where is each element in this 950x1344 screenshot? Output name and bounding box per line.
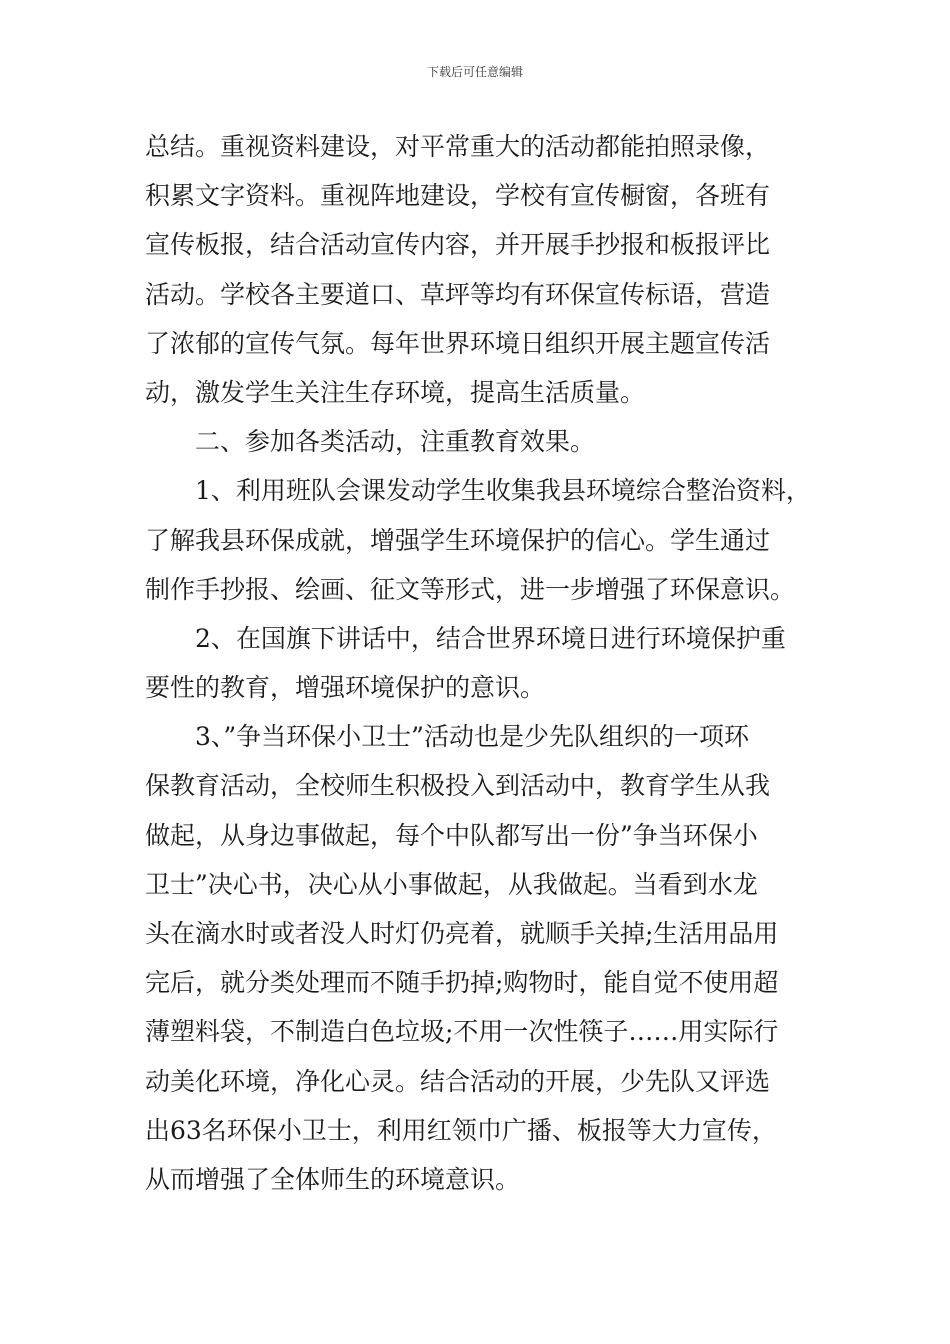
text-line: 卫士”决心书，决心从小事做起，从我做起。当看到水龙: [145, 869, 758, 899]
text-line: 头在滴水时或者没人时灯仍亮着，就顺手关掉;生活用品用: [145, 919, 779, 948]
document-body: [145, 122, 810, 1204]
section-heading: 二、参加各类活动，注重教育效果。: [195, 427, 596, 457]
text-line: 出63名环保小卫士，利用红领巾广播、板报等大力宣传，: [145, 1115, 777, 1145]
text-line: 总结。重视资料建设，对平常重大的活动都能拍照录像，: [145, 132, 771, 161]
text-line: 了浓郁的宣传气氛。每年世界环境日组织开展主题宣传活: [145, 328, 771, 358]
text-line: 动，激发学生关注生存环境，提高生活质量。: [145, 377, 646, 407]
text-line: 了解我县环保成就，增强学生环境保护的信心。学生通过: [145, 525, 771, 555]
text-line: 保教育活动，全校师生积极投入到活动中，教育学生从我: [145, 771, 771, 801]
text-line: 从而增强了全体师生的环境意识。: [145, 1164, 521, 1194]
text-line: 完后，就分类处理而不随手扔掉;购物时，能自觉不使用超: [145, 968, 779, 998]
page-header: 下载后可任意编辑: [426, 65, 523, 79]
text-line: 要性的教育，增强环境保护的意识。: [145, 673, 546, 703]
text-line: 动美化环境，净化心灵。结合活动的开展，少先队又评选: [145, 1066, 771, 1096]
text-line: 制作手抄报、绘画、征文等形式，进一步增强了环保意识。: [145, 574, 796, 604]
text-line: 活动。学校各主要道口、草坪等均有环保宣传标语，营造: [145, 279, 771, 309]
paragraph-start: 3、”争当环保小卫士”活动也是少先队组织的一项环: [195, 722, 749, 752]
text-line: 做起，从身边事做起，每个中队都写出一份”争当环保小: [145, 820, 758, 850]
text-line: 积累文字资料。重视阵地建设，学校有宣传橱窗，各班有: [145, 181, 771, 211]
paragraph-start: 2、在国旗下讲话中，结合世界环境日进行环境保护重: [195, 623, 786, 653]
paragraph-start: 1、利用班队会课发动学生收集我县环境综合整治资料，: [195, 476, 811, 506]
text-line: 薄塑料袋，不制造白色垃圾;不用一次性筷子……用实际行: [145, 1017, 779, 1047]
text-line: 宣传板报，结合活动宣传内容，并开展手抄报和板报评比: [145, 230, 771, 260]
